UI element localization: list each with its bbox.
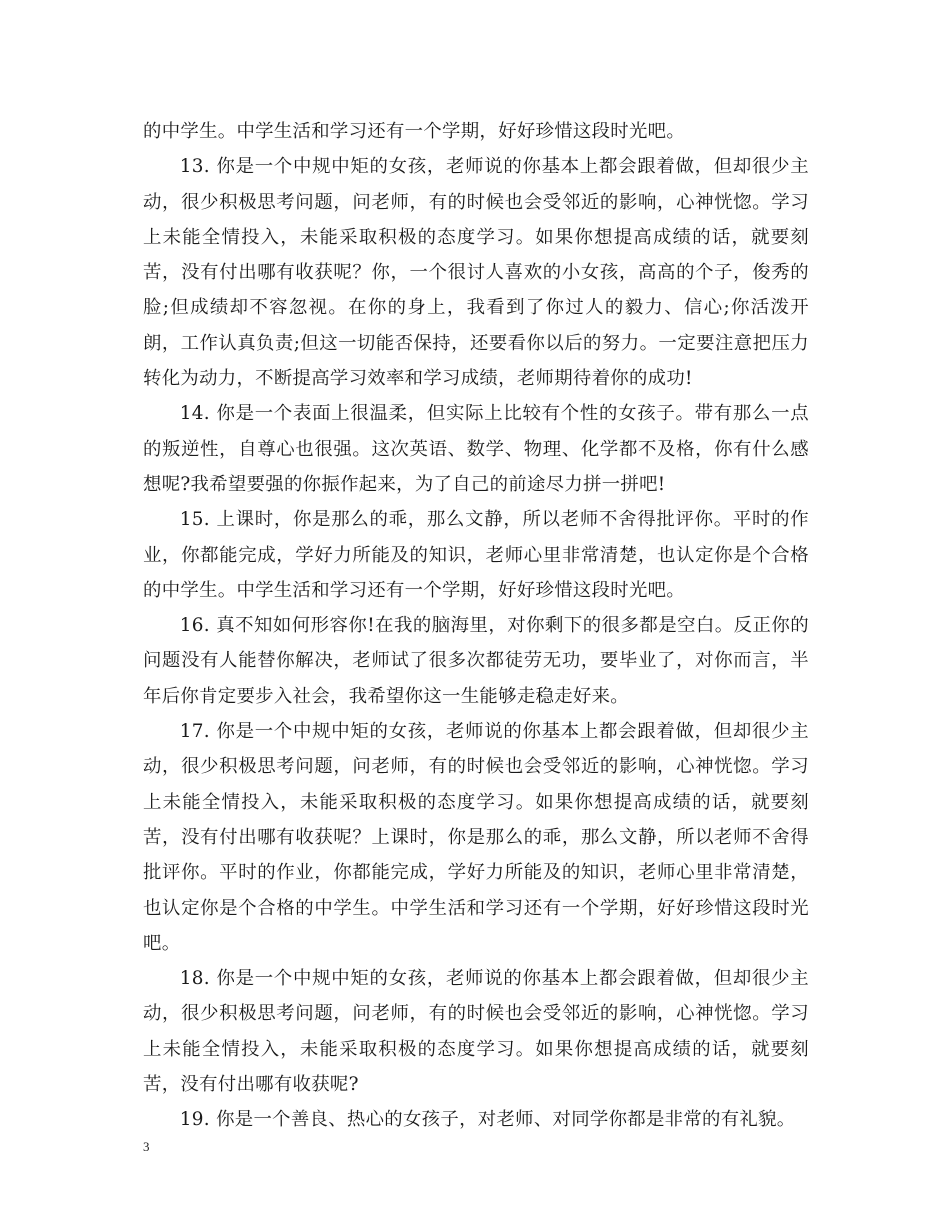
paragraph-19: 19. 你是一个善良、热心的女孩子，对老师、对同学你都是非常的有礼貌。 bbox=[179, 1109, 796, 1131]
paragraph-continuation: 的中学生。中学生活和学习还有一个学期，好好珍惜这段时光吧。 bbox=[143, 121, 686, 142]
paragraph-16: 16. 真不知如何形容你!在我的脑海里，对你剩下的很多都是空白。反正你的问题没有人能替你解决，老师试了很多次都徒劳无功，要毕业了，对你而言，半年后你肯定要步入社会，我希望你这一生能够走稳走好来。 bbox=[143, 615, 809, 707]
paragraph-15: 15. 上课时，你是那么的乖，那么文静，所以老师不舍得批评你。平时的作业，你都能完成，学好力所能及的知识，老师心里非常清楚，也认定你是个合格的中学生。中学生活和学习还有一个学期，好好珍惜这段时光吧。 bbox=[143, 509, 809, 601]
paragraph-17: 17. 你是一个中规中矩的女孩，老师说的你基本上都会跟着做，但却很少主动，很少积极思考问题，问老师，有的时候也会受邻近的影响，心神恍惚。学习上未能全情投入，未能采取积极的态度学习。如果你想提高成绩的话，就要刻苦，没有付出哪有收获呢？上课时，你是那么的乖，那么文静，所以老师不舍得批评你。平时的作业，你都能完成，学好力所能及的知识，老师心里非常清楚，也认定你是个合格的中学生。中学生活和学习还有一个学期，好好珍惜这段时光吧。 bbox=[143, 721, 809, 954]
body-text bbox=[143, 114, 809, 1138]
page-number: 3 bbox=[143, 1139, 150, 1154]
paragraph-13: 13. 你是一个中规中矩的女孩，老师说的你基本上都会跟着做，但却很少主动，很少积极思考问题，问老师，有的时候也会受邻近的影响，心神恍惚。学习上未能全情投入，未能采取积极的态度学习。如果你想提高成绩的话，就要刻苦，没有付出哪有收获呢？你，一个很讨人喜欢的小女孩，高高的个子，俊秀的脸;但成绩却不容忽视。在你的身上，我看到了你过人的毅力、信心;你活泼开朗，工作认真负责;但这一切能否保持，还要看你以后的努力。一定要注意把压力转化为动力，不断提高学习效率和学习成绩，老师期待着你的成功! bbox=[143, 156, 809, 390]
paragraph-14: 14. 你是一个表面上很温柔，但实际上比较有个性的女孩子。带有那么一点的叛逆性，自尊心也很强。这次英语、数学、物理、化学都不及格，你有什么感想呢?我希望要强的你振作起来，为了自己的前途尽力拼一拼吧! bbox=[143, 403, 809, 495]
paragraph-18: 18. 你是一个中规中矩的女孩，老师说的你基本上都会跟着做，但却很少主动，很少积极思考问题，问老师，有的时候也会受邻近的影响，心神恍惚。学习上未能全情投入，未能采取积极的态度学习。如果你想提高成绩的话，就要刻苦，没有付出哪有收获呢? bbox=[143, 968, 809, 1096]
